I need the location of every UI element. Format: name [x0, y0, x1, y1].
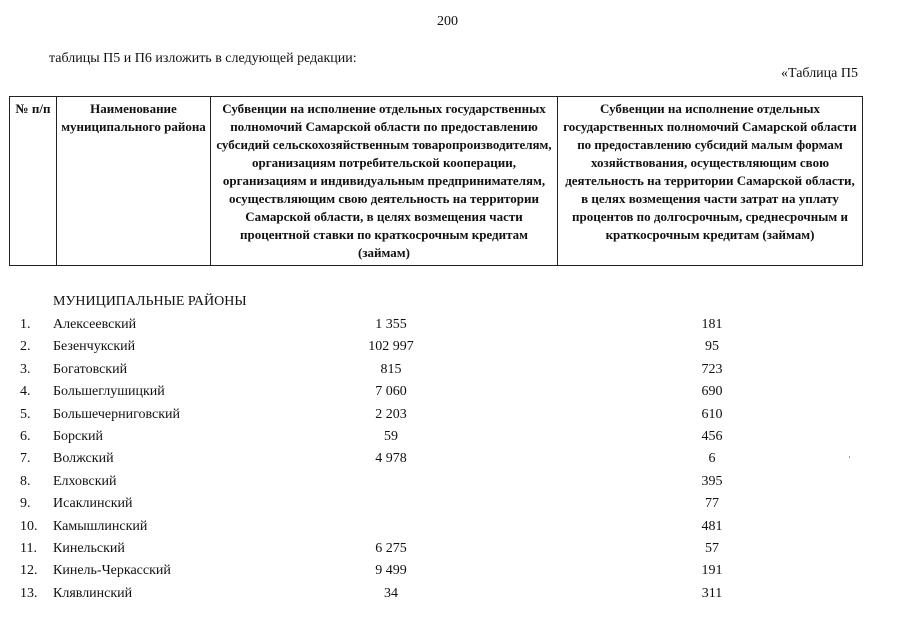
value-col2: 481: [701, 518, 723, 534]
value-col2: 395: [701, 473, 723, 489]
district-name: Клявлинский: [53, 585, 133, 601]
table-row: [0, 471, 895, 493]
table-row: [0, 538, 895, 560]
value-col2: 191: [701, 563, 723, 579]
district-name: Большечерниговский: [53, 406, 181, 422]
row-number: 7.: [20, 451, 31, 467]
district-name: Большеглушицкий: [53, 384, 165, 400]
value-col1: 815: [380, 361, 402, 377]
row-number: 5.: [20, 406, 31, 422]
header-col2: Субвенции на исполнение отдельных государственных полномочий Самарской области по предоставлению субсидий малым формам хозяйствования, осуществляющим свою деятельность на территории Самарской области, в целях возмещения части затрат на уплату процентов по долгосрочным, среднесрочным и краткосрочным кредитам (займам): [558, 97, 863, 266]
district-name: Волжский: [53, 451, 114, 467]
value-col2: 77: [705, 496, 719, 512]
district-name: Камышлинский: [53, 518, 148, 534]
value-col2: 610: [701, 406, 723, 422]
row-number: 1.: [20, 317, 31, 332]
district-name: Богатовский: [53, 361, 128, 377]
row-number: 8.: [20, 473, 31, 489]
table-row: [0, 426, 895, 448]
value-col2: 95: [705, 339, 719, 355]
header-num: № п/п: [10, 97, 57, 266]
table-row: [0, 404, 895, 426]
table-row: [0, 314, 895, 336]
value-col1: 6 275: [375, 540, 407, 556]
header-name: Наименование муниципального района: [57, 97, 211, 266]
row-number: 2.: [20, 339, 31, 355]
value-col2: 690: [701, 384, 723, 400]
value-col1: 7 060: [375, 384, 407, 400]
value-col2: 57: [705, 540, 719, 556]
row-number: 11.: [20, 540, 37, 556]
value-col1: 59: [384, 428, 398, 444]
scan-speck: [849, 456, 850, 458]
table-row: [0, 516, 895, 538]
table-row: [0, 583, 895, 605]
table-row: [0, 448, 895, 470]
value-col1: 2 203: [375, 406, 407, 422]
value-col2: 456: [701, 428, 723, 444]
table-row: [0, 381, 895, 403]
row-number: 12.: [20, 563, 38, 579]
table-body: [0, 314, 895, 605]
value-col1: 1 355: [375, 317, 407, 332]
district-name: Кинельский: [53, 540, 125, 556]
value-col2: 311: [701, 585, 723, 601]
value-col2: 723: [701, 361, 723, 377]
row-number: 9.: [20, 496, 31, 512]
value-col1: 34: [384, 585, 398, 601]
section-title: МУНИЦИПАЛЬНЫЕ РАЙОНЫ: [53, 294, 247, 309]
table-row: [0, 493, 895, 515]
district-name: Безенчукский: [53, 339, 136, 355]
page-number: 200: [437, 14, 458, 29]
row-number: 4.: [20, 384, 31, 400]
district-name: Кинель-Черкасский: [53, 563, 171, 579]
value-col1: 4 978: [375, 451, 407, 467]
table-header: [9, 96, 863, 266]
value-col2: 181: [701, 317, 723, 332]
district-name: Елховский: [53, 473, 117, 489]
row-number: 13.: [20, 585, 38, 601]
table-row: [0, 336, 895, 358]
district-name: Борский: [53, 428, 104, 444]
table-caption: «Таблица П5: [781, 66, 858, 81]
row-number: 6.: [20, 428, 31, 444]
district-name: Исаклинский: [53, 496, 133, 512]
value-col1: 9 499: [375, 563, 407, 579]
table-row: [0, 359, 895, 381]
intro-text: таблицы П5 и П6 изложить в следующей редакции:: [49, 51, 357, 66]
header-col1: Субвенции на исполнение отдельных государственных полномочий Самарской области по предоставлению субсидий сельскохозяйственным товаропроизводителям, организациям потребительской кооперации, организациям и индивидуальным предпринимателям, осуществляющим свою деятельность на территории Самарской области, в целях возмещения части процентной ставки по краткосрочным кредитам (займам): [211, 97, 558, 266]
district-name: Алексеевский: [53, 317, 137, 332]
row-number: 10.: [20, 518, 38, 534]
value-col1: 102 997: [368, 339, 414, 355]
table-row: [0, 560, 895, 582]
row-number: 3.: [20, 361, 31, 377]
value-col2: 6: [708, 451, 716, 467]
